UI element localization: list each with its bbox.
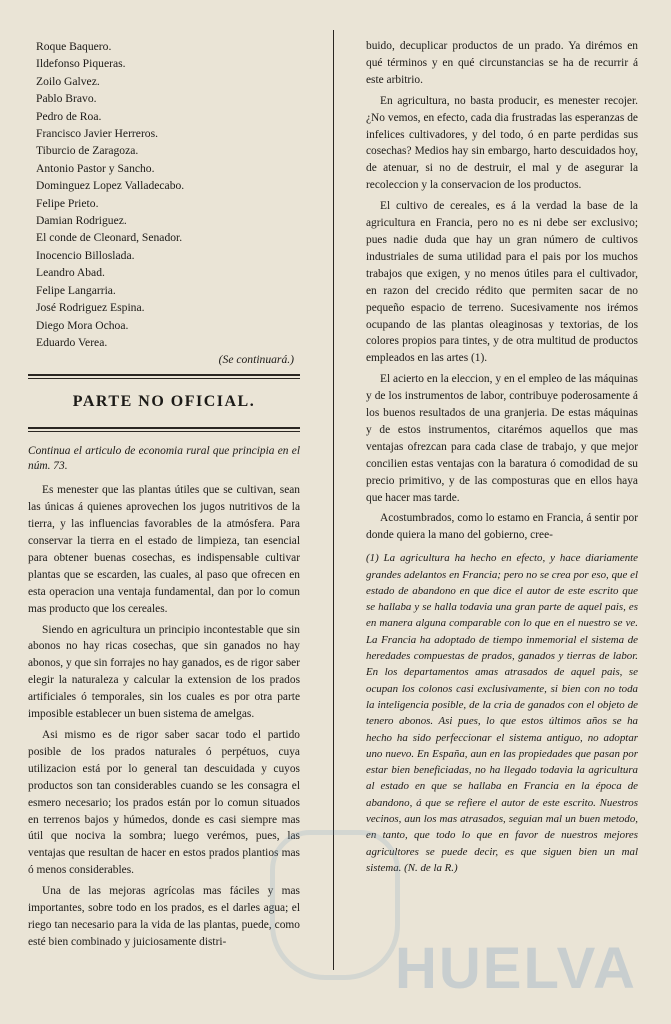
list-item: Felipe Langarria.	[36, 283, 116, 297]
list-item: Felipe Prieto.	[36, 196, 99, 210]
paragraph: buido, decuplicar productos de un prado. Ya dirémos en qué términos y en qué circunstancias se ha de recurrir á este arbitrio.	[366, 40, 638, 86]
section-title: PARTE NO OFICIAL.	[72, 393, 256, 411]
continuation-note: (Se continuará.)	[218, 353, 294, 367]
list-item: Diego Mora Ochoa.	[36, 318, 129, 332]
list-item: Damian Rodriguez.	[36, 214, 127, 228]
footnote: (1) La agricultura ha hecho en efecto, y hace diariamente grandes adelantos en Francia; pero no se crea por eso, que el estado de abandono en que dice el autor de este escrito que se hallaba y se halla todavia una gran parte de aquel pais, es en manera alguna comparable con lo que en el nuestro se ve. La Francia ha adoptado de tiempo inmemorial el sistema de heredades compuestas de prados, ganados y tierras de labor. En los departamentos amas atrasados de aquel pais, se ocupan los colonos casi exclusivamente, si bien con no toda la inteligencia posible, de la cria de ganados con el objeto de tenero abonos. Asi pues, lo que estos últimos años se ha hecho ha sido perfeccionar el sistema antiguo, no adoptar uno nuevo. En España, aun en las propiedades que pasan por estar bien beneficiadas, no ha llegado todavia la agricultura al estado en que se hallaba en Francia en la época de abandono, á que se refiere el autor de este escrito. Nuestros vecinos, aun los mas atrasados, seguian mal un buen metodo, en tanto, que todo lo que en favor de nuestros mejores agricultores se puede decir, es que siguen bien un mal sistema. (N. de la R.)	[366, 552, 638, 874]
list-item: José Rodriguez Espina.	[36, 301, 145, 315]
list-item: Pablo Bravo.	[36, 92, 97, 106]
paragraph: Una de las mejoras agrícolas mas fáciles y mas importantes, sobre todo en los prados, es el darles agua; el riego tan necesario para la vida de las plantas, puede, como esté bien combinado y juiciosamente distri-	[28, 885, 300, 948]
list-item: Ildefonso Piqueras.	[36, 57, 126, 71]
paragraph: Siendo en agricultura un principio incontestable que sin abonos no hay ricas cosechas, que sin ganados no hay abonos, y que sin forrajes no hay ganados, es de rigor saber elegir la naturaleza y calcular la extension de los prados artificiales ó temporales, sin los cuales es por otra parte imposible establecer un buen sistema de amelgas.	[28, 623, 300, 721]
library-seal-watermark	[270, 830, 400, 980]
list-item: Eduardo Verea.	[36, 335, 108, 349]
list-item: Leandro Abad.	[36, 266, 105, 280]
paragraph: El cultivo de cereales, es á la verdad la base de la agricultura en Francia, pero no es ni debe ser exclusivo; pues nadie duda que hay un gran número de cultivos industriales de suma utilidad para el pais por los muchos trabajos que exigen, y no menos útiles para el cultivador, en razon del crecido rédito que permiten sacar de no pequeño espacio de terreno. Sucesivamente nos irémos ocupando de las plantas oleaginosas y textorias, de los colores propios para tintes, y de otra multitud de productos empleados en las artes (1).	[366, 200, 638, 365]
list-item: Pedro de Roa.	[36, 109, 102, 123]
list-item: Francisco Javier Herreros.	[36, 127, 159, 141]
section-divider-bottom	[28, 427, 300, 432]
column-divider	[333, 30, 334, 970]
list-item: Zoilo Galvez.	[36, 74, 100, 88]
watermark-text: HUELVA	[395, 936, 637, 1001]
section-divider-top	[28, 374, 300, 379]
list-item: Tiburcio de Zaragoza.	[36, 144, 139, 158]
names-list	[28, 38, 300, 351]
list-item: Inocencio Billoslada.	[36, 248, 135, 262]
list-item: Dominguez Lopez Valladecabo.	[36, 179, 185, 193]
list-item: Antonio Pastor y Sancho.	[36, 161, 155, 175]
paragraph: En agricultura, no basta producir, es menester recojer. ¿No vemos, en efecto, cada dia frustradas las esperanzas de infelices cultivadores, y del todo, ó en parte perdidas sus cosechas? Medios hay sin embargo, harto descuidados hoy, de atenuar, si no de destruir, el mal y de asegurar la recoleccion y la conservacion de los productos.	[366, 94, 638, 192]
article-subtitle: Continua el articulo de economia rural que principia en el núm. 73.	[28, 445, 300, 473]
paragraph: Es menester que las plantas útiles que se cultivan, sean las únicas á quienes aprovechen los jugos nutritivos de la tierra, y las influencias favorables de la atmósfera. Para conservar la tierra en el estado de limpieza, tan esencial para obtener buenas cosechas, es indispensable cultivar plantas que se escarden, las cuales, al paso que ofrecen en esta operacion una ventaja fundamental, dan por lo comun mas producto que los cereales.	[28, 484, 300, 615]
paragraph: Acostumbrados, como lo estamo en Francia, á sentir por donde quiera la mano del gobierno, cree-	[366, 512, 638, 542]
paragraph: Asi mismo es de rigor saber sacar todo el partido posible de los prados naturales ó perpétuos, cuya utilizacion está por lo general tan descuidada y cuyos productos son tan considerables cuando se les consagra el esmero necesario; los prados están por lo comun situados en terrenos bajos y húmedos, donde es casi siempre mas útil que nociva la sombra; luego verémos, pues, las ventajas que resultan de hacer en estos prados plantios mas ó menos considerables.	[28, 729, 300, 877]
left-column	[28, 38, 300, 951]
right-column	[366, 38, 638, 876]
list-item: Roque Baquero.	[36, 40, 112, 53]
list-item: El conde de Cleonard, Senador.	[36, 231, 183, 245]
paragraph: El acierto en la eleccion, y en el empleo de las máquinas y de los instrumentos de labor, contribuye poderosamente á los buenos resultados de una granjeria. De estas máquinas y de estos instrumentos, citarémos aquellos que mas ventajas ofrezcan para cada clase de trabajo, y que mejor concilien estas ventajas con la baratura ó comodidad de su precio primitivo, y de las composturas que en ellos haya que hacer mas tarde.	[366, 373, 638, 504]
